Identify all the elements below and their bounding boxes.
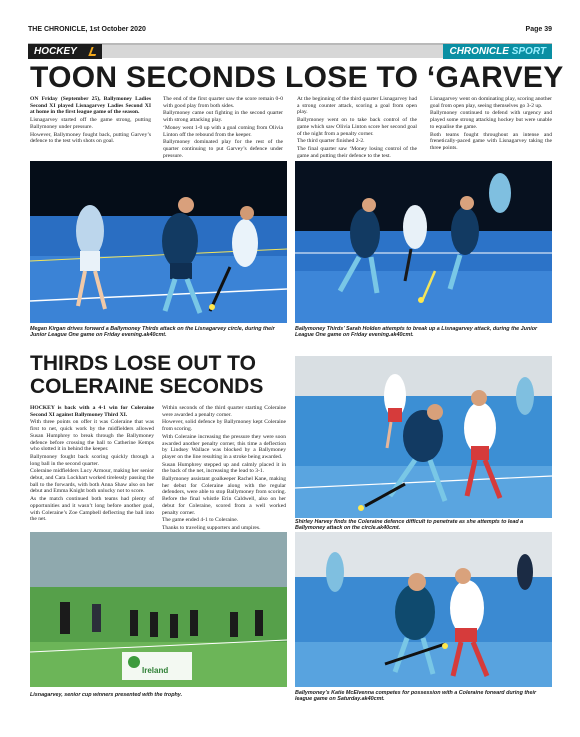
section-bar [28,43,552,58]
story2-column-1: HOCKEY is back with a 4-1 win for Coleraine Second XI against Ballymoney Third XI. With three points on offer it was Coleraine that was first to net, quick work by the midfielders allowed Susan Humphrey to break through the Ballymoney defence before crossing the ball to Catherine Kemps who slotted it in behind the keeper. Ballymoney fought back scoring quickly through a long ball in the second quarter. Coleraine midfielders Lucy Armour, making her senior debut, and Cara Lockhart worked tirelessly passing the ball to the forwards, with both Anna Shaw also on her debut and Emma Knight both unlucky not to score. As the match continued both teams had plenty of opportunities and it wasn’t long before another goal, with Coleraine’s Zoe Campbell deflecting the ball into the net. [30,405,154,523]
photo-shirley-harvey [295,356,552,518]
caption-photo-1: Megan Kirgan drives forward a Ballymoney Thirds attack on the Lisnagarvey circle, during their Junior League One game on Friday evening.ak40cmt. [30,326,275,339]
banner-text: Ireland [142,666,169,675]
story1-column-2: The end of the first quarter saw the score remain 0-0 with good play from both sides. Ballymoney came out fighting in the second quarter with strong attacking play. ‘Money went 1-0 up with a goal coming from Olivia Linton off the rebound from the keeper. Ballymoney dominated play for the rest of the quarter continuing to put Garvey’s defence under pressure. [163,96,283,159]
caption-photo-2: Ballymoney Thirds’ Sarah Holden attempts to break up a Lisnagarvey attack, during the Junior League One game on Friday evening.ak40cmt. [295,326,538,339]
page-number: Page 39 [525,26,552,33]
caption-photo-4: Lisnagarvey, senior cup winners presented with the trophy. [30,692,183,698]
photo-trophy-presentation [30,532,287,687]
page-masthead [28,24,552,35]
section-label: HOCKEY [28,44,102,59]
story2-column-2: Within seconds of the third quarter starting Coleraine were awarded a penalty corner. However, solid defence by Ballymoney kept Coleraine from scoring. With Coleraine increasing the pressure they were soon awarded another penalty corner, this time a deflection by Lindsey Wallace was blocked by a Ballymoney player on the line resulting in a stroke being awarded. Susan Humphrey stepped up and calmly placed it in the back of the net, increasing the lead to 3-1. Ballymoney assistant goalkeeper Rachel Kane, making her debut for Coleraine along with the regular defenders, were able to stop Ballymoney from scoring. Before the final whistle Erin Caldwell, also on her debut for Coleraine, scored from a well worked penalty corner. The game ended 4-1 to Coleraine. Thanks to traveling supporters and umpires. [162,405,286,531]
caption-photo-3: Shirley Harvey finds the Coleraine defence difficult to penetrate as she attempts to lead a Ballymoney attack on the circle.ak40cmt. [295,519,524,532]
story1-column-1: ON Friday (September 25), Ballymoney Ladies Second XI played Lisnagarvey Ladies Second XI at home in the first league game of the season. Lisnagarvey started off the game strong, putting Ballymoney under pressure. However, Ballymoney fought back, putting Garvey’s defence to the test with shots on goal. [30,96,151,145]
photo-megan-kirgan [30,161,287,323]
story1-column-4: Lisnagarvey went on dominating play, scoring another goal from open play, seeing themselves go 3-2 up. Ballymoney continued to defend with urgency and played some strong attacking hockey but were unable to equalise the game. Both teams fought throughout an intense and frenetically-paced game with Lisnagarvey taking the three points. [430,96,552,151]
caption-photo-5: Ballymoney’s Katie McElvenna competes for possession with a Coleraine forward during their league game on Saturday.ak40cmt. [295,690,537,703]
publication-date: THE CHRONICLE, 1st October 2020 [28,26,146,33]
brand-logo: CHRONICLE SPORT [443,44,552,59]
photo-katie-mcelvenna [295,532,552,687]
story1-column-3: At the beginning of the third quarter Lisnagarvey had a strong counter attack, scoring a goal from open play. Ballymoney went on to take back control of the game which saw Olivia Linton score her second goal of the night from a penalty corner. The third quarter finished 2-2. The final quarter saw ‘Money losing control of the game and putting their defence to the test. [297,96,417,159]
photo-sarah-holden [295,161,552,323]
story2-headline: THIRDS LOSE OUT TO COLERAINE SECONDS [30,352,264,398]
story1-headline: TOON SECONDS LOSE TO ‘GARVEY [30,61,564,94]
hockey-stick-icon [88,47,98,56]
